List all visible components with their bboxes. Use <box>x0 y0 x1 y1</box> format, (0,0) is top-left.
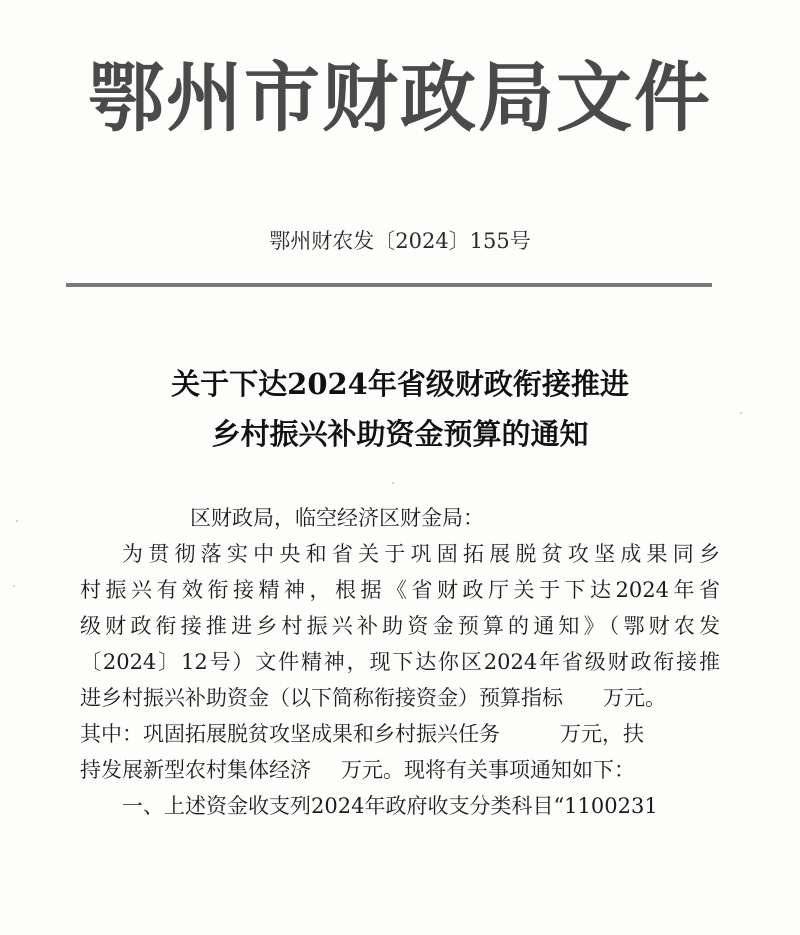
scan-speck <box>740 412 742 414</box>
body-line-7-b: 万元。现将有关事项通知如下： <box>341 758 635 782</box>
body-line-2: 村振兴有效衔接精神，根据《省财政厅关于下达2024年省 <box>80 578 720 602</box>
body-line-1: 为贯彻落实中央和省关于巩固拓展脱贫攻坚成果同乡 <box>122 542 720 566</box>
scan-speck <box>392 482 394 484</box>
body-line-8: 一、上述资金收支列2024年政府收支分类科目“1100231 <box>122 794 658 818</box>
scan-speck <box>16 520 18 522</box>
body-line-3: 级财政衔接推进乡村振兴补助资金预算的通知》（鄂财农发 <box>80 614 720 638</box>
document-number: 鄂州财农发〔2024〕155号 <box>269 229 531 253</box>
notice-body <box>80 500 720 824</box>
header-divider <box>66 283 712 287</box>
body-line-4: 〔2024〕12号）文件精神，现下达你区2024年省级财政衔接推 <box>80 650 720 674</box>
body-line-5-a: 进乡村振兴补助资金（以下简称衔接资金）预算指标 <box>80 686 563 710</box>
body-line-7 <box>80 752 720 788</box>
body-line-5-b: 万元。 <box>603 686 666 710</box>
addressee: 区财政局，临空经济区财金局： <box>190 506 484 530</box>
scan-speck <box>13 585 15 587</box>
body-line-5 <box>80 680 720 716</box>
body-line-6-a: 其中：巩固拓展脱贫攻坚成果和乡村振兴任务 <box>80 722 500 746</box>
notice-title-line-1: 关于下达2024年省级财政衔接推进 <box>171 367 629 401</box>
body-line-6 <box>80 716 720 752</box>
notice-title-line-2: 乡村振兴补助资金预算的通知 <box>211 417 589 451</box>
body-line-7-a: 持发展新型农村集体经济 <box>80 758 311 782</box>
body-line-6-b: 万元，扶 <box>560 722 644 746</box>
masthead-title: 鄂州市财政局文件 <box>88 53 712 142</box>
